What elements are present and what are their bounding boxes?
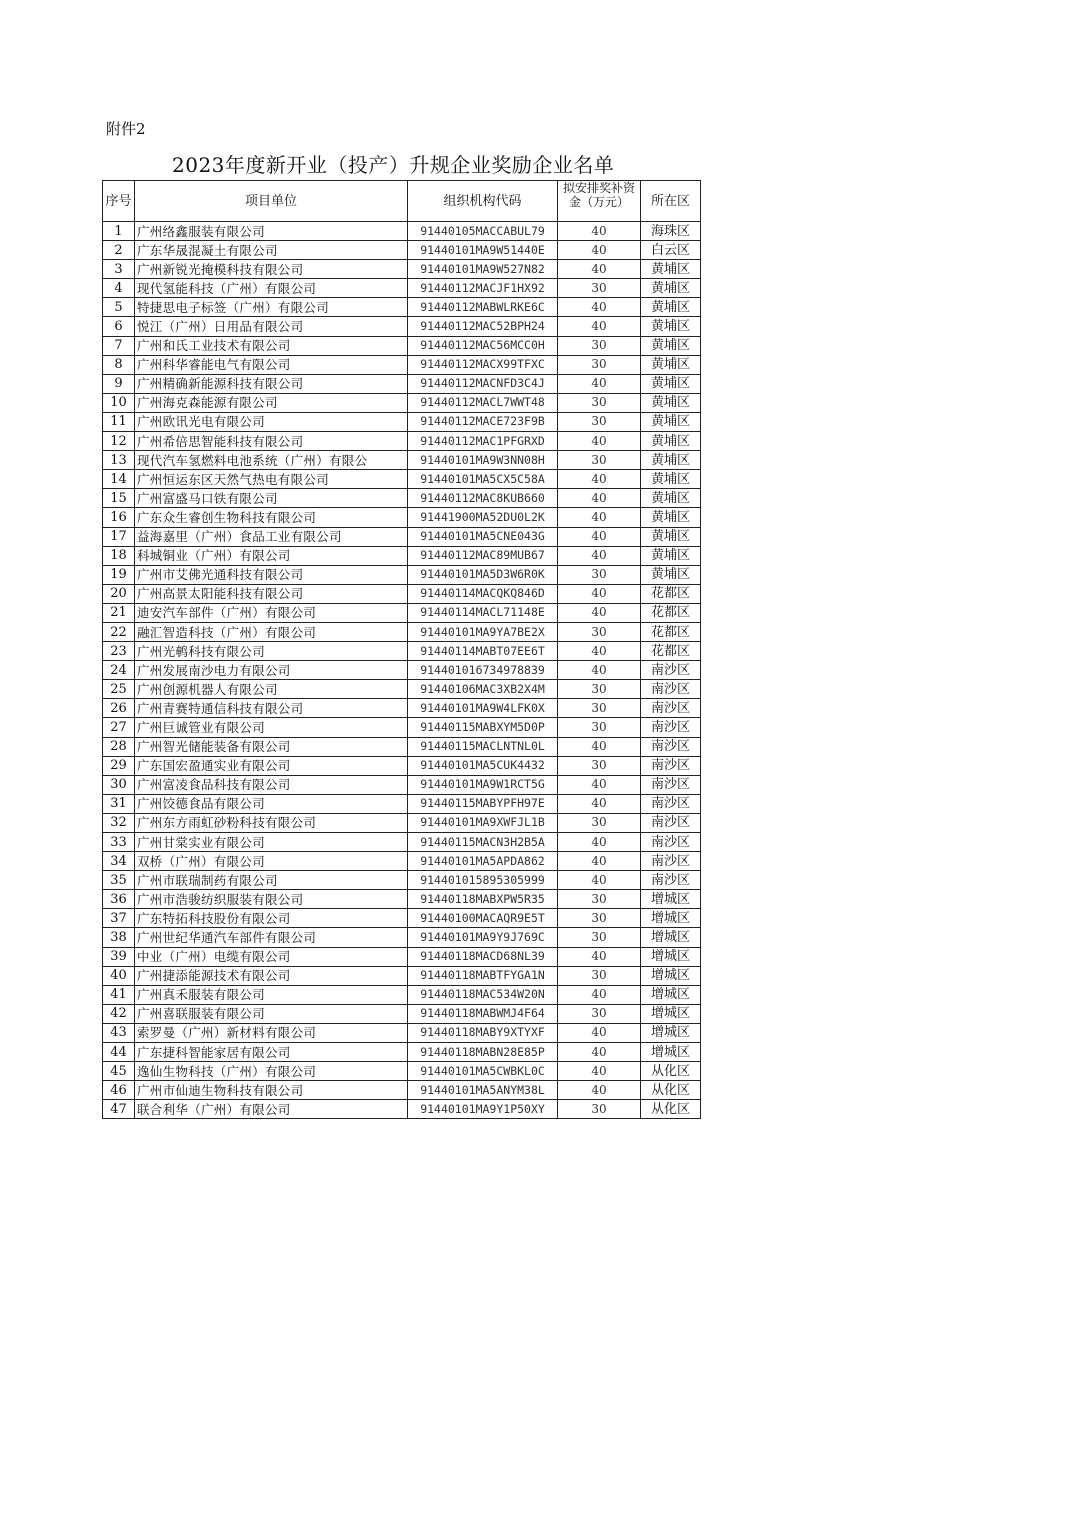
row-org-code: 91440112MACX99TFXC [408,355,558,374]
table-row [103,527,701,546]
row-unit-name: 广州富凌食品科技有限公司 [135,775,408,794]
row-index: 36 [103,890,135,909]
row-org-code: 91440101MA9W3NN08H [408,451,558,470]
table-row [103,489,701,508]
row-fund-amount: 30 [558,355,641,374]
row-org-code: 91440101MA9W4LFK0X [408,699,558,718]
row-org-code: 91440112MABWLRKE6C [408,298,558,317]
row-org-code: 91440101MA5APDA862 [408,852,558,871]
row-org-code: 91440112MACL7WWT48 [408,393,558,412]
row-index: 40 [103,966,135,985]
row-unit-name: 中业（广州）电缆有限公司 [135,947,408,966]
row-district: 南沙区 [641,794,701,813]
row-unit-name: 融汇智造科技（广州）有限公司 [135,622,408,641]
row-district: 增城区 [641,947,701,966]
row-district: 黄埔区 [641,336,701,355]
row-unit-name: 广州市联瑞制药有限公司 [135,871,408,890]
row-fund-amount: 30 [558,393,641,412]
row-index: 41 [103,985,135,1004]
row-fund-amount: 40 [558,775,641,794]
table-row [103,451,701,470]
row-unit-name: 广州市仙迪生物科技有限公司 [135,1081,408,1100]
table-row [103,737,701,756]
row-unit-name: 逸仙生物科技（广州）有限公司 [135,1062,408,1081]
row-fund-amount: 30 [558,813,641,832]
row-org-code: 91440114MACQKQ846D [408,584,558,603]
row-org-code: 91440112MAC8KUB660 [408,489,558,508]
row-org-code: 91440101MA9W1RCT5G [408,775,558,794]
table-row [103,393,701,412]
row-unit-name: 广东捷科智能家居有限公司 [135,1043,408,1062]
row-index: 10 [103,393,135,412]
row-district: 南沙区 [641,756,701,775]
row-fund-amount: 40 [558,470,641,489]
row-unit-name: 广州创源机器人有限公司 [135,680,408,699]
row-index: 44 [103,1043,135,1062]
row-fund-amount: 30 [558,451,641,470]
table-row [103,756,701,775]
row-index: 45 [103,1062,135,1081]
table-row [103,699,701,718]
row-district: 花都区 [641,603,701,622]
table-header-row [103,181,701,222]
row-fund-amount: 40 [558,794,641,813]
row-fund-amount: 40 [558,1062,641,1081]
row-district: 南沙区 [641,699,701,718]
row-district: 增城区 [641,890,701,909]
header-fund-text: 拟安排奖补资金（万元） [562,181,635,209]
row-district: 从化区 [641,1062,701,1081]
header-fund [558,181,641,222]
row-fund-amount: 30 [558,680,641,699]
row-org-code: 91440105MACCABUL79 [408,222,558,241]
row-index: 19 [103,565,135,584]
row-unit-name: 广州饺德食品有限公司 [135,794,408,813]
table-row [103,336,701,355]
row-org-code: 91440101MA5ANYM38L [408,1081,558,1100]
table-row [103,1100,701,1119]
row-fund-amount: 40 [558,546,641,565]
row-unit-name: 广州欧讯光电有限公司 [135,412,408,431]
row-org-code: 91440100MACAQR9E5T [408,909,558,928]
row-org-code: 91440115MACLNTNL0L [408,737,558,756]
table-row [103,833,701,852]
row-index: 43 [103,1023,135,1042]
row-fund-amount: 40 [558,241,641,260]
row-index: 32 [103,813,135,832]
row-index: 16 [103,508,135,527]
row-fund-amount: 40 [558,1023,641,1042]
row-district: 黄埔区 [641,565,701,584]
row-fund-amount: 40 [558,222,641,241]
row-org-code: 91440118MABY9XTYXF [408,1023,558,1042]
row-index: 46 [103,1081,135,1100]
row-fund-amount: 30 [558,756,641,775]
row-unit-name: 广州精确新能源科技有限公司 [135,374,408,393]
row-unit-name: 广东国宏盈通实业有限公司 [135,756,408,775]
row-district: 南沙区 [641,833,701,852]
row-fund-amount: 30 [558,928,641,947]
row-district: 南沙区 [641,871,701,890]
row-unit-name: 广州新锐光掩模科技有限公司 [135,260,408,279]
row-org-code: 91440101MA5CNE043G [408,527,558,546]
row-org-code: 91440114MABT07EE6T [408,642,558,661]
table-row [103,718,701,737]
row-fund-amount: 30 [558,718,641,737]
row-org-code: 91440115MABXYM5D0P [408,718,558,737]
row-unit-name: 广东特拓科技股份有限公司 [135,909,408,928]
table-row [103,1081,701,1100]
row-district: 南沙区 [641,680,701,699]
row-org-code: 91440112MACNFD3C4J [408,374,558,393]
row-org-code: 91440112MACE723F9B [408,412,558,431]
row-district: 增城区 [641,1043,701,1062]
row-fund-amount: 30 [558,622,641,641]
table-row [103,508,701,527]
row-org-code: 91440112MAC89MUB67 [408,546,558,565]
row-unit-name: 广州恒运东区天然气热电有限公司 [135,470,408,489]
row-index: 17 [103,527,135,546]
row-index: 29 [103,756,135,775]
row-fund-amount: 40 [558,985,641,1004]
row-district: 黄埔区 [641,279,701,298]
row-district: 白云区 [641,241,701,260]
row-district: 黄埔区 [641,412,701,431]
row-index: 4 [103,279,135,298]
table-row [103,546,701,565]
row-fund-amount: 40 [558,833,641,852]
table-row [103,260,701,279]
row-unit-name: 广州高景太阳能科技有限公司 [135,584,408,603]
row-district: 黄埔区 [641,317,701,336]
table-row [103,374,701,393]
row-unit-name: 广州捷添能源技术有限公司 [135,966,408,985]
row-index: 22 [103,622,135,641]
row-unit-name: 广州真禾服装有限公司 [135,985,408,1004]
page-title: 2023年度新开业（投产）升规企业奖励企业名单 [172,153,615,177]
table-row [103,1004,701,1023]
row-fund-amount: 40 [558,317,641,336]
row-index: 35 [103,871,135,890]
row-fund-amount: 30 [558,699,641,718]
row-org-code: 91440112MAC52BPH24 [408,317,558,336]
row-fund-amount: 40 [558,374,641,393]
table-row [103,909,701,928]
row-district: 增城区 [641,928,701,947]
row-fund-amount: 40 [558,661,641,680]
table-row [103,1062,701,1081]
row-district: 南沙区 [641,661,701,680]
row-index: 8 [103,355,135,374]
row-unit-name: 广州世纪华通汽车部件有限公司 [135,928,408,947]
row-fund-amount: 40 [558,432,641,451]
row-unit-name: 广州甘棠实业有限公司 [135,833,408,852]
table-row [103,642,701,661]
row-unit-name: 广州络鑫服装有限公司 [135,222,408,241]
table-row [103,279,701,298]
row-district: 增城区 [641,1004,701,1023]
row-org-code: 91440118MABTFYGA1N [408,966,558,985]
row-fund-amount: 40 [558,260,641,279]
row-district: 从化区 [641,1081,701,1100]
row-fund-amount: 40 [558,1043,641,1062]
row-index: 18 [103,546,135,565]
row-fund-amount: 40 [558,947,641,966]
table-row [103,813,701,832]
row-fund-amount: 40 [558,737,641,756]
table-row [103,603,701,622]
row-org-code: 914401016734978839 [408,661,558,680]
row-index: 42 [103,1004,135,1023]
row-org-code: 91440112MAC56MCC0H [408,336,558,355]
row-fund-amount: 30 [558,565,641,584]
row-fund-amount: 40 [558,642,641,661]
row-org-code: 91440101MA5CUK4432 [408,756,558,775]
table-row [103,1023,701,1042]
row-district: 黄埔区 [641,298,701,317]
row-index: 21 [103,603,135,622]
row-unit-name: 广东华晟混凝土有限公司 [135,241,408,260]
row-district: 南沙区 [641,852,701,871]
table-row [103,470,701,489]
row-unit-name: 广州科华睿能电气有限公司 [135,355,408,374]
row-district: 南沙区 [641,813,701,832]
table-row [103,241,701,260]
row-org-code: 91440118MABXPW5R35 [408,890,558,909]
table-row [103,222,701,241]
row-fund-amount: 40 [558,489,641,508]
row-org-code: 91440114MACL71148E [408,603,558,622]
row-fund-amount: 40 [558,527,641,546]
row-fund-amount: 40 [558,1081,641,1100]
table-row [103,565,701,584]
row-fund-amount: 40 [558,852,641,871]
row-index: 11 [103,412,135,431]
row-org-code: 914401015895305999 [408,871,558,890]
table-row [103,794,701,813]
row-district: 花都区 [641,642,701,661]
row-index: 15 [103,489,135,508]
row-fund-amount: 30 [558,336,641,355]
row-district: 增城区 [641,985,701,1004]
table-row [103,947,701,966]
row-unit-name: 广州市浩骏纺织服装有限公司 [135,890,408,909]
row-district: 黄埔区 [641,374,701,393]
row-index: 31 [103,794,135,813]
row-district: 南沙区 [641,775,701,794]
row-org-code: 91440101MA5CX5C58A [408,470,558,489]
row-unit-name: 特捷思电子标签（广州）有限公司 [135,298,408,317]
row-index: 13 [103,451,135,470]
row-unit-name: 广州海克森能源有限公司 [135,393,408,412]
row-index: 9 [103,374,135,393]
table-row [103,432,701,451]
row-org-code: 91440101MA5D3W6R0K [408,565,558,584]
header-unit: 项目单位 [135,181,408,222]
table-row [103,985,701,1004]
row-fund-amount: 30 [558,412,641,431]
row-district: 海珠区 [641,222,701,241]
row-org-code: 91440101MA9W51440E [408,241,558,260]
row-org-code: 91440101MA9XWFJL1B [408,813,558,832]
row-unit-name: 双桥（广州）有限公司 [135,852,408,871]
row-org-code: 91440118MABN28E85P [408,1043,558,1062]
row-index: 1 [103,222,135,241]
row-org-code: 91440118MAC534W20N [408,985,558,1004]
row-fund-amount: 30 [558,279,641,298]
row-fund-amount: 30 [558,909,641,928]
table-row [103,317,701,336]
table-row [103,355,701,374]
row-district: 黄埔区 [641,260,701,279]
table-row [103,584,701,603]
row-index: 12 [103,432,135,451]
row-org-code: 91440115MABYPFH97E [408,794,558,813]
row-fund-amount: 30 [558,1100,641,1119]
row-org-code: 91440118MABWMJ4F64 [408,1004,558,1023]
row-index: 34 [103,852,135,871]
row-index: 2 [103,241,135,260]
row-unit-name: 广东众生睿创生物科技有限公司 [135,508,408,527]
row-index: 24 [103,661,135,680]
row-index: 6 [103,317,135,336]
row-fund-amount: 30 [558,1004,641,1023]
table-row [103,775,701,794]
row-unit-name: 现代汽车氢燃料电池系统（广州）有限公 [135,451,408,470]
table-row [103,890,701,909]
row-fund-amount: 30 [558,890,641,909]
table-row [103,622,701,641]
row-district: 花都区 [641,584,701,603]
row-org-code: 91440118MACD68NL39 [408,947,558,966]
row-org-code: 91440115MACN3H2B5A [408,833,558,852]
row-index: 28 [103,737,135,756]
row-unit-name: 广州东方雨虹砂粉科技有限公司 [135,813,408,832]
row-org-code: 91440112MACJF1HX92 [408,279,558,298]
row-index: 23 [103,642,135,661]
table-row [103,928,701,947]
row-district: 南沙区 [641,718,701,737]
row-unit-name: 广州希倍思智能科技有限公司 [135,432,408,451]
row-index: 30 [103,775,135,794]
row-district: 黄埔区 [641,527,701,546]
row-unit-name: 广州巨诚管业有限公司 [135,718,408,737]
header-index: 序号 [103,181,135,222]
table-row [103,412,701,431]
row-fund-amount: 40 [558,871,641,890]
row-district: 花都区 [641,622,701,641]
row-index: 39 [103,947,135,966]
header-code: 组织机构代码 [408,181,558,222]
row-unit-name: 广州喜联服装有限公司 [135,1004,408,1023]
row-unit-name: 现代氢能科技（广州）有限公司 [135,279,408,298]
row-unit-name: 广州青赛特通信科技有限公司 [135,699,408,718]
table-row [103,871,701,890]
row-unit-name: 广州智光储能装备有限公司 [135,737,408,756]
row-org-code: 91440101MA9W527N82 [408,260,558,279]
row-district: 从化区 [641,1100,701,1119]
row-unit-name: 广州富盛马口铁有限公司 [135,489,408,508]
row-district: 增城区 [641,966,701,985]
row-org-code: 91440101MA5CWBKL0C [408,1062,558,1081]
row-index: 20 [103,584,135,603]
row-index: 3 [103,260,135,279]
table-row [103,680,701,699]
row-fund-amount: 40 [558,298,641,317]
enterprise-list-table [102,180,701,1119]
row-unit-name: 广州发展南沙电力有限公司 [135,661,408,680]
row-org-code: 91440101MA9YA7BE2X [408,622,558,641]
row-org-code: 91440106MAC3XB2X4M [408,680,558,699]
row-fund-amount: 40 [558,508,641,527]
table-row [103,1043,701,1062]
table-row [103,661,701,680]
row-unit-name: 迪安汽车部件（广州）有限公司 [135,603,408,622]
row-unit-name: 益海嘉里（广州）食品工业有限公司 [135,527,408,546]
row-index: 25 [103,680,135,699]
row-index: 27 [103,718,135,737]
row-fund-amount: 30 [558,966,641,985]
row-index: 47 [103,1100,135,1119]
row-fund-amount: 40 [558,603,641,622]
row-fund-amount: 40 [558,584,641,603]
row-unit-name: 广州和氏工业技术有限公司 [135,336,408,355]
row-index: 26 [103,699,135,718]
row-district: 黄埔区 [641,451,701,470]
row-index: 33 [103,833,135,852]
row-district: 黄埔区 [641,355,701,374]
table-row [103,852,701,871]
row-district: 黄埔区 [641,489,701,508]
row-district: 增城区 [641,1023,701,1042]
row-index: 14 [103,470,135,489]
row-unit-name: 科城铜业（广州）有限公司 [135,546,408,565]
row-unit-name: 悦江（广州）日用品有限公司 [135,317,408,336]
row-district: 增城区 [641,909,701,928]
row-district: 南沙区 [641,737,701,756]
row-unit-name: 联合利华（广州）有限公司 [135,1100,408,1119]
table-row [103,298,701,317]
row-district: 黄埔区 [641,470,701,489]
header-district: 所在区 [641,181,701,222]
row-org-code: 91440112MAC1PFGRXD [408,432,558,451]
row-district: 黄埔区 [641,393,701,412]
row-org-code: 91441900MA52DU0L2K [408,508,558,527]
row-district: 黄埔区 [641,546,701,565]
row-index: 7 [103,336,135,355]
row-district: 黄埔区 [641,508,701,527]
row-org-code: 91440101MA9Y1P50XY [408,1100,558,1119]
attachment-label: 附件2 [106,120,146,138]
row-index: 37 [103,909,135,928]
row-org-code: 91440101MA9Y9J769C [408,928,558,947]
row-unit-name: 索罗曼（广州）新材料有限公司 [135,1023,408,1042]
row-index: 5 [103,298,135,317]
row-index: 38 [103,928,135,947]
table-row [103,966,701,985]
row-unit-name: 广州光鹌科技有限公司 [135,642,408,661]
row-unit-name: 广州市艾佛光通科技有限公司 [135,565,408,584]
row-district: 黄埔区 [641,432,701,451]
